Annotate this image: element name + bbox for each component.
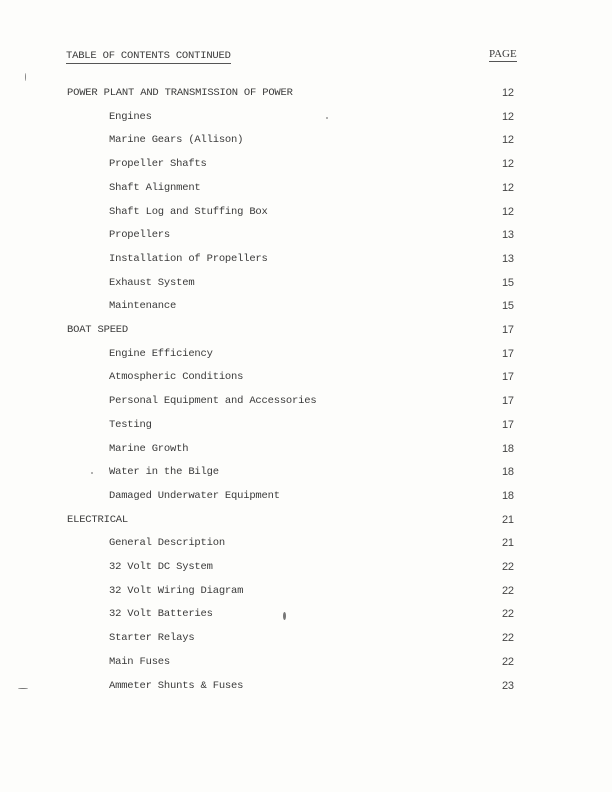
- toc-entry: [0, 299, 612, 313]
- section-title: ELECTRICAL: [67, 514, 129, 526]
- page-number: 22: [502, 585, 514, 597]
- page-number: 12: [502, 182, 514, 194]
- page-number: 17: [502, 371, 514, 383]
- page-number: 22: [502, 561, 514, 573]
- page-number: 17: [502, 395, 514, 407]
- toc-entry: [0, 584, 612, 598]
- toc-entry: [0, 252, 612, 266]
- page-number: 17: [502, 419, 514, 431]
- toc-entry: [0, 679, 612, 693]
- toc-entry: [0, 205, 612, 219]
- entry-title: Atmospheric Conditions: [109, 371, 244, 383]
- toc-entry: [0, 394, 612, 408]
- page-number: 12: [502, 206, 514, 218]
- toc-entry: [0, 157, 612, 171]
- toc-entry: [0, 133, 612, 147]
- entry-title: Personal Equipment and Accessories: [109, 395, 317, 407]
- page-column-header: PAGE: [489, 48, 517, 60]
- page-number: 23: [502, 680, 514, 692]
- page-number: 22: [502, 656, 514, 668]
- page-number: 13: [502, 253, 514, 265]
- toc-entry: [0, 631, 612, 645]
- toc-entry: [0, 228, 612, 242]
- scan-speck: [283, 612, 286, 620]
- scan-speck: [91, 472, 93, 474]
- entry-title: Starter Relays: [109, 632, 195, 644]
- toc-entry: [0, 607, 612, 621]
- entry-title: Damaged Underwater Equipment: [109, 490, 280, 502]
- toc-title: TABLE OF CONTENTS CONTINUED: [66, 50, 231, 62]
- toc-section: [0, 323, 612, 337]
- entry-title: Installation of Propellers: [109, 253, 268, 265]
- toc-entry: [0, 536, 612, 550]
- page-number: 18: [502, 466, 514, 478]
- entry-title: 32 Volt Wiring Diagram: [109, 585, 244, 597]
- page-number: 15: [502, 300, 514, 312]
- entry-title: Testing: [109, 419, 152, 431]
- entry-title: Main Fuses: [109, 656, 171, 668]
- scan-speck: [25, 73, 26, 81]
- page-number: 17: [502, 348, 514, 360]
- page-number: 13: [502, 229, 514, 241]
- toc-entry: [0, 276, 612, 290]
- entry-title: Engines: [109, 111, 152, 123]
- page-number: 22: [502, 632, 514, 644]
- toc-section: [0, 513, 612, 527]
- scan-speck: [18, 688, 28, 689]
- toc-entry: [0, 560, 612, 574]
- entry-title: 32 Volt DC System: [109, 561, 213, 573]
- toc-entry: [0, 418, 612, 432]
- page-number: 12: [502, 158, 514, 170]
- entry-title: Propellers: [109, 229, 171, 241]
- toc-entry: [0, 370, 612, 384]
- toc-entry: [0, 442, 612, 456]
- page-number: 12: [502, 111, 514, 123]
- page-number: 12: [502, 134, 514, 146]
- entry-title: Maintenance: [109, 300, 177, 312]
- page-number: 17: [502, 324, 514, 336]
- scan-speck: [326, 117, 328, 119]
- entry-title: Propeller Shafts: [109, 158, 207, 170]
- toc-entry: [0, 655, 612, 669]
- page-number: 21: [502, 537, 514, 549]
- section-title: POWER PLANT AND TRANSMISSION OF POWER: [67, 87, 293, 99]
- entry-title: Ammeter Shunts & Fuses: [109, 680, 244, 692]
- entry-title: Shaft Log and Stuffing Box: [109, 206, 268, 218]
- section-title: BOAT SPEED: [67, 324, 129, 336]
- entry-title: Shaft Alignment: [109, 182, 201, 194]
- toc-entry: [0, 110, 612, 124]
- entry-title: Engine Efficiency: [109, 348, 213, 360]
- page-number: 21: [502, 514, 514, 526]
- page-number: 22: [502, 608, 514, 620]
- toc-section: [0, 86, 612, 100]
- toc-entry: [0, 181, 612, 195]
- toc-entry: [0, 347, 612, 361]
- page-number: 18: [502, 443, 514, 455]
- entry-title: Marine Growth: [109, 443, 189, 455]
- page-number: 15: [502, 277, 514, 289]
- page-number: 18: [502, 490, 514, 502]
- entry-title: General Description: [109, 537, 225, 549]
- entry-title: Water in the Bilge: [109, 466, 219, 478]
- toc-entry: [0, 489, 612, 503]
- page-number: 12: [502, 87, 514, 99]
- entry-title: Exhaust System: [109, 277, 195, 289]
- entry-title: 32 Volt Batteries: [109, 608, 213, 620]
- entry-title: Marine Gears (Allison): [109, 134, 244, 146]
